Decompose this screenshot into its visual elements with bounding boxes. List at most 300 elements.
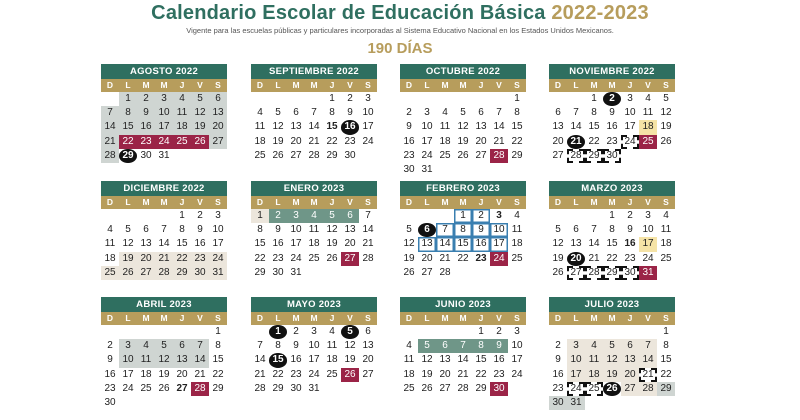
day-cell: 3: [514, 326, 520, 337]
day-cell: 9: [107, 354, 113, 366]
empty-cell: [418, 92, 436, 106]
day-cell: 24: [567, 382, 585, 396]
day-cell: 17: [155, 120, 173, 134]
day-cell: 2: [406, 107, 412, 119]
days-grid: [251, 209, 377, 280]
day-cell: 31: [421, 163, 433, 175]
day-cell: 16: [606, 121, 618, 133]
day-cell: 22: [606, 252, 618, 264]
day-cell: 6: [293, 107, 299, 119]
days-grid: [549, 325, 675, 410]
empty-cell: [400, 325, 418, 339]
weekday-label: J: [627, 80, 633, 90]
month-title: AGOSTO 2022: [101, 64, 227, 79]
day-cell: 31: [290, 266, 302, 278]
day-cell: 29: [326, 149, 338, 161]
weekday-label: D: [256, 80, 264, 90]
weekday-label: M: [441, 313, 449, 323]
day-cell: 3: [365, 93, 371, 104]
day-cell: 14: [254, 354, 266, 366]
day-cell: 19: [344, 354, 356, 366]
day-cell: 14: [436, 237, 454, 251]
day-cell: 22: [119, 135, 137, 149]
weekday-label: J: [478, 313, 484, 323]
day-cell: 2: [627, 210, 633, 221]
day-cell: 23: [191, 252, 209, 266]
day-cell: 20: [137, 252, 155, 266]
day-cell: 17: [308, 354, 320, 366]
day-cell: 7: [311, 107, 317, 119]
weekday-label: V: [197, 313, 203, 323]
day-cell: 22: [272, 368, 284, 380]
day-cell: 8: [454, 223, 472, 237]
day-cell: 7: [191, 339, 209, 353]
month-11: [400, 297, 526, 396]
month-3: [400, 64, 526, 177]
day-cell: 11: [642, 107, 654, 119]
day-cell: 30: [344, 149, 356, 161]
day-cell: 21: [639, 368, 657, 382]
day-cell: 23: [104, 382, 116, 394]
day-cell: 25: [639, 135, 657, 149]
month-10: [251, 297, 377, 396]
day-cell: 5: [125, 224, 131, 236]
day-cell: 24: [621, 135, 639, 149]
weekday-label: V: [496, 80, 502, 90]
empty-cell: [639, 325, 657, 339]
day-cell: 15: [660, 354, 672, 366]
month-title: JULIO 2023: [549, 297, 675, 312]
weekday-label: J: [627, 313, 633, 323]
day-cell: 22: [511, 135, 523, 147]
month-title: OCTUBRE 2022: [400, 64, 526, 79]
day-cell: 8: [329, 107, 335, 119]
weekday-label: D: [106, 197, 114, 207]
weekday-label: J: [329, 313, 335, 323]
empty-cell: [549, 325, 567, 339]
weekday-label: V: [347, 313, 353, 323]
day-cell: 16: [403, 135, 415, 147]
empty-cell: [436, 92, 454, 106]
day-cell: 23: [403, 149, 415, 161]
day-cell: 7: [161, 224, 167, 236]
day-cell: 26: [603, 382, 621, 396]
weekday-label: M: [459, 313, 467, 323]
day-cell: 24: [490, 252, 508, 266]
day-cell: 15: [269, 353, 287, 367]
weekday-label: M: [142, 313, 150, 323]
day-cell: 30: [191, 266, 209, 280]
weekday-label: M: [292, 313, 300, 323]
empty-cell: [603, 325, 621, 339]
day-cell: 30: [272, 266, 284, 278]
empty-cell: [191, 325, 209, 339]
day-cell: 30: [490, 382, 508, 396]
day-cell: 28: [155, 266, 173, 280]
day-cell: 21: [155, 252, 173, 266]
day-cell: 7: [639, 339, 657, 353]
day-cell: 12: [122, 238, 134, 250]
day-cell: 17: [421, 135, 433, 147]
day-cell: 28: [101, 149, 119, 163]
day-cell: 16: [472, 237, 490, 251]
day-cell: 30: [621, 266, 639, 280]
month-title: MARZO 2023: [549, 181, 675, 196]
empty-cell: [472, 92, 490, 106]
weekday-label: L: [125, 313, 131, 323]
day-cell: 30: [549, 396, 567, 410]
day-cell: 23: [272, 252, 284, 264]
day-cell: 28: [585, 266, 603, 280]
day-cell: 7: [365, 210, 371, 221]
month-9: [101, 297, 227, 410]
empty-cell: [400, 92, 418, 106]
day-cell: 4: [585, 339, 603, 353]
day-cell: 11: [254, 121, 266, 133]
weekday-label: M: [142, 197, 150, 207]
day-cell: 7: [454, 339, 472, 353]
weekday-header: [101, 196, 227, 209]
day-cell: 14: [588, 238, 600, 250]
weekday-label: L: [573, 197, 579, 207]
day-cell: 18: [403, 368, 415, 380]
day-cell: 13: [344, 224, 356, 236]
day-cell: 20: [362, 354, 374, 366]
day-cell: 7: [591, 224, 597, 236]
day-cell: 9: [555, 354, 561, 366]
weekday-label: L: [125, 80, 131, 90]
weekday-label: D: [405, 80, 413, 90]
day-cell: 28: [439, 266, 451, 278]
month-2: [251, 64, 377, 163]
day-cell: 11: [585, 353, 603, 367]
day-cell: 26: [158, 382, 170, 394]
day-cell: 4: [514, 210, 520, 221]
weekday-label: L: [275, 313, 281, 323]
weekday-label: D: [554, 197, 562, 207]
day-cell: 1: [119, 92, 137, 106]
day-cell: 10: [624, 107, 636, 119]
day-cell: 9: [472, 223, 490, 237]
day-cell: 23: [137, 135, 155, 149]
day-cell: 15: [326, 121, 338, 133]
day-cell: 11: [403, 354, 415, 366]
day-cell: 26: [119, 266, 137, 280]
empty-cell: [251, 325, 269, 339]
weekday-label: V: [347, 197, 353, 207]
day-cell: 29: [657, 382, 675, 396]
day-cell: 8: [257, 224, 263, 236]
day-cell: 12: [272, 121, 284, 133]
empty-cell: [101, 325, 119, 339]
day-cell: 9: [609, 107, 615, 119]
day-cell: 22: [588, 135, 600, 147]
day-cell: 23: [290, 368, 302, 380]
weekday-header: [549, 196, 675, 209]
day-cell: 6: [573, 224, 579, 236]
empty-cell: [119, 325, 137, 339]
days-grid: [549, 209, 675, 280]
weekday-header: [101, 312, 227, 325]
day-cell: 11: [137, 353, 155, 367]
month-6: [251, 181, 377, 280]
day-cell: 5: [603, 339, 621, 353]
weekday-header: [251, 312, 377, 325]
day-cell: 25: [403, 382, 415, 394]
day-cell: 1: [269, 325, 287, 339]
day-cell: 12: [155, 353, 173, 367]
day-cell: 8: [179, 224, 185, 236]
month-title: FEBRERO 2023: [400, 181, 526, 196]
day-cell: 25: [140, 382, 152, 394]
day-cell: 20: [475, 135, 487, 147]
day-cell: 30: [403, 163, 415, 175]
day-cell: 14: [158, 238, 170, 250]
day-cell: 20: [552, 135, 564, 147]
day-cell: 23: [624, 252, 636, 264]
day-cell: 26: [457, 149, 469, 161]
day-cell: 18: [511, 238, 523, 250]
weekday-label: S: [215, 197, 221, 207]
day-cell: 8: [275, 340, 281, 352]
day-cell: 28: [567, 149, 585, 163]
weekday-label: M: [590, 313, 598, 323]
day-cell: 7: [436, 223, 454, 237]
day-cell: 31: [567, 396, 585, 410]
weekday-header: [251, 79, 377, 92]
weekday-label: D: [554, 313, 562, 323]
day-cell: 25: [308, 252, 320, 264]
month-title: NOVIEMBRE 2022: [549, 64, 675, 79]
weekday-label: M: [608, 80, 616, 90]
day-cell: 14: [101, 120, 119, 134]
day-cell: 21: [457, 368, 469, 380]
day-cell: 6: [436, 339, 454, 353]
day-cell: 9: [406, 121, 412, 133]
day-cell: 10: [290, 224, 302, 236]
day-cell: 29: [585, 149, 603, 163]
month-title: ABRIL 2023: [101, 297, 227, 312]
days-grid: [400, 325, 526, 396]
day-cell: 10: [212, 224, 224, 236]
day-cell: 3: [215, 210, 221, 221]
day-cell: 16: [272, 238, 284, 250]
day-cell: 7: [101, 106, 119, 120]
day-cell: 8: [215, 340, 221, 352]
day-cell: 12: [660, 107, 672, 119]
day-cell: 25: [511, 252, 523, 264]
day-cell: 15: [176, 238, 188, 250]
day-cell: 23: [475, 252, 487, 264]
day-cell: 18: [104, 252, 116, 264]
day-cell: 7: [496, 107, 502, 119]
day-cell: 4: [257, 107, 263, 119]
day-cell: 3: [496, 210, 502, 221]
day-cell: 17: [490, 237, 508, 251]
day-cell: 4: [107, 224, 113, 236]
day-cell: 6: [478, 107, 484, 119]
empty-cell: [436, 209, 454, 223]
weekday-label: J: [179, 313, 185, 323]
day-cell: 18: [140, 368, 152, 380]
day-cell: 13: [362, 340, 374, 352]
page-title: [0, 2, 800, 25]
weekday-label: S: [215, 80, 221, 90]
day-cell: 18: [660, 238, 672, 250]
day-cell: 23: [493, 368, 505, 380]
day-cell: 13: [570, 238, 582, 250]
weekday-label: V: [197, 197, 203, 207]
day-cell: 26: [326, 252, 338, 264]
weekday-label: J: [478, 80, 484, 90]
day-cell: 24: [421, 149, 433, 161]
weekday-label: D: [256, 313, 264, 323]
day-cell: 21: [493, 135, 505, 147]
day-cell: 4: [173, 92, 191, 106]
day-cell: 14: [493, 121, 505, 133]
day-cell: 8: [591, 107, 597, 119]
weekday-label: M: [310, 80, 318, 90]
month-title: DICIEMBRE 2022: [101, 181, 227, 196]
day-cell: 8: [119, 106, 137, 120]
weekday-label: L: [573, 80, 579, 90]
weekday-label: L: [275, 197, 281, 207]
weekday-label: L: [424, 80, 430, 90]
day-cell: 19: [603, 368, 621, 382]
empty-cell: [454, 92, 472, 106]
day-cell: 19: [119, 252, 137, 266]
day-cell: 10: [642, 224, 654, 236]
weekday-label: M: [160, 313, 168, 323]
weekday-label: V: [645, 197, 651, 207]
weekday-label: V: [496, 313, 502, 323]
month-12: [549, 297, 675, 410]
empty-cell: [101, 92, 119, 106]
day-cell: 4: [305, 209, 323, 223]
day-cell: 6: [418, 223, 436, 237]
day-cell: 13: [475, 121, 487, 133]
day-cell: 24: [511, 368, 523, 380]
day-cell: 7: [573, 107, 579, 119]
day-cell: 13: [290, 121, 302, 133]
weekday-label: S: [663, 313, 669, 323]
day-cell: 13: [621, 353, 639, 367]
weekday-header: [101, 79, 227, 92]
day-cell: 16: [137, 120, 155, 134]
day-cell: 25: [254, 149, 266, 161]
weekday-label: S: [365, 80, 371, 90]
day-cell: 19: [457, 135, 469, 147]
day-cell: 1: [215, 326, 221, 337]
day-cell: 20: [344, 238, 356, 250]
day-cell: 15: [119, 120, 137, 134]
day-cell: 10: [421, 121, 433, 133]
day-cell: 17: [567, 368, 585, 382]
day-cell: 1: [591, 93, 597, 104]
day-cell: 4: [442, 107, 448, 119]
day-cell: 16: [552, 368, 564, 380]
day-cell: 19: [272, 135, 284, 147]
weekday-header: [400, 196, 526, 209]
day-cell: 12: [421, 354, 433, 366]
day-cell: 3: [311, 326, 317, 337]
weekday-label: M: [608, 313, 616, 323]
weekday-label: M: [142, 80, 150, 90]
weekday-label: M: [310, 313, 318, 323]
day-cell: 9: [275, 224, 281, 236]
day-cell: 12: [191, 106, 209, 120]
day-cell: 8: [663, 340, 669, 352]
day-cell: 2: [472, 209, 490, 223]
day-cell: 27: [552, 149, 564, 161]
day-cell: 27: [439, 382, 451, 394]
day-cell: 11: [104, 238, 116, 250]
day-cell: 18: [639, 120, 657, 134]
school-days-count: 190 DÍAS: [367, 40, 433, 57]
empty-cell: [137, 209, 155, 223]
day-cell: 17: [362, 121, 374, 133]
day-cell: 29: [119, 149, 137, 163]
day-cell: 25: [439, 149, 451, 161]
day-cell: 9: [490, 339, 508, 353]
day-cell: 25: [173, 135, 191, 149]
day-cell: 13: [439, 354, 451, 366]
day-cell: 6: [555, 107, 561, 119]
weekday-label: D: [256, 197, 264, 207]
day-cell: 13: [173, 353, 191, 367]
day-cell: 28: [191, 382, 209, 396]
day-cell: 2: [269, 209, 287, 223]
day-cell: 24: [642, 252, 654, 264]
day-cell: 24: [155, 135, 173, 149]
day-cell: 27: [176, 382, 188, 394]
day-cell: 4: [137, 339, 155, 353]
day-cell: 15: [606, 238, 618, 250]
day-cell: 10: [155, 106, 173, 120]
day-cell: 15: [454, 237, 472, 251]
day-cell: 14: [308, 121, 320, 133]
day-cell: 4: [406, 340, 412, 352]
day-cell: 14: [362, 224, 374, 236]
day-cell: 30: [290, 382, 302, 394]
day-cell: 8: [514, 107, 520, 119]
empty-cell: [585, 325, 603, 339]
empty-cell: [269, 92, 287, 106]
day-cell: 23: [606, 135, 618, 147]
day-cell: 10: [567, 353, 585, 367]
days-grid: [251, 325, 377, 396]
days-grid: [101, 209, 227, 280]
day-cell: 2: [347, 93, 353, 104]
weekday-header: [251, 196, 377, 209]
empty-cell: [119, 209, 137, 223]
weekday-header: [400, 79, 526, 92]
weekday-label: S: [365, 313, 371, 323]
day-cell: 22: [173, 252, 191, 266]
month-1: [101, 64, 227, 163]
weekday-label: M: [590, 80, 598, 90]
day-cell: 16: [194, 238, 206, 250]
day-cell: 6: [173, 339, 191, 353]
month-8: [549, 181, 675, 280]
weekday-label: V: [496, 197, 502, 207]
page-subtitle: Vigente para las escuelas públicas y particulares incorporadas al Sistema Educativo Nacional en los Estados Unidos Mexicanos.: [186, 26, 614, 35]
day-cell: 25: [660, 252, 672, 264]
day-cell: 24: [362, 135, 374, 147]
day-cell: 29: [254, 266, 266, 278]
day-cell: 3: [424, 107, 430, 119]
day-cell: 5: [341, 325, 359, 339]
